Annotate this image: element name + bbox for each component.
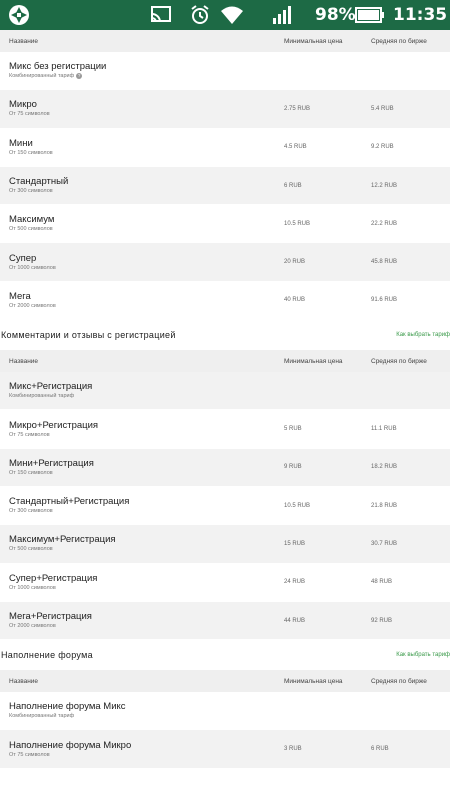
avg-price: 18.2 RUB	[371, 464, 398, 471]
tariff-subtitle: От 300 символов	[9, 508, 53, 515]
info-icon[interactable]: ?	[77, 72, 81, 78]
table-row[interactable]	[0, 692, 450, 730]
min-price: 15 RUB	[284, 540, 306, 547]
section-title: Наполнение форума	[1, 650, 93, 661]
column-name-header: Название	[9, 357, 39, 365]
tariff-subtitle: От 75 символов	[9, 751, 50, 758]
tariff-name: Наполнение форума Микс	[9, 701, 126, 713]
min-price: 3 RUB	[284, 746, 302, 753]
avg-price: 9.2 RUB	[371, 144, 394, 151]
tariff-subtitle: Комбинированный тариф	[9, 393, 75, 400]
table-row[interactable]	[0, 282, 450, 320]
battery-icon	[355, 5, 385, 25]
tariff-name: Стандартный+Регистрация	[9, 496, 130, 508]
min-price: 9 RUB	[284, 464, 302, 471]
tariff-name: Мини+Регистрация	[9, 457, 94, 469]
table-header	[0, 670, 450, 692]
table-row[interactable]	[0, 525, 450, 563]
tariff-subtitle: От 2000 символов	[9, 302, 56, 309]
min-price: 4.5 RUB	[284, 144, 307, 151]
tariff-name: Микс без регистрации	[9, 61, 107, 73]
min-price: 5 RUB	[284, 426, 302, 433]
clock-time: 11:35	[393, 5, 448, 25]
section-header	[0, 320, 450, 350]
avg-price: 11.1 RUB	[371, 426, 397, 433]
tariff-name: Супер	[9, 252, 37, 264]
tariff-subtitle: От 150 символов	[9, 469, 53, 476]
alarm-icon	[189, 5, 211, 25]
avg-price: 91.6 RUB	[371, 297, 398, 304]
tariff-subtitle: От 2000 символов	[9, 623, 56, 629]
min-price: 40 RUB	[284, 297, 306, 304]
min-price: 44 RUB	[284, 617, 306, 624]
battery-percent: 98%	[315, 5, 356, 25]
table-header	[0, 350, 450, 372]
tariff-subtitle: От 500 символов	[9, 546, 53, 553]
how-to-choose-tariff-link[interactable]: Как выбрать тариф	[396, 332, 450, 339]
wifi-icon	[220, 5, 244, 25]
avg-price: 21.8 RUB	[371, 502, 398, 509]
column-min-price-header: Минимальная цена	[284, 357, 343, 365]
tariff-name: Максимум	[9, 214, 55, 226]
tariff-subtitle: От 1000 символов	[9, 584, 56, 591]
tariff-name: Супер+Регистрация	[9, 572, 98, 584]
section-title: Комментарии и отзывы с регистрацией	[1, 330, 176, 341]
avg-price: 48 RUB	[371, 579, 393, 586]
table-row[interactable]	[0, 487, 450, 525]
tariff-subtitle: Комбинированный тариф ?	[9, 72, 81, 80]
min-price: 2.75 RUB	[284, 105, 311, 112]
column-name-header: Название	[9, 37, 39, 45]
tariff-name: Микро+Регистрация	[9, 419, 99, 431]
tariff-name: Мега+Регистрация	[9, 611, 92, 622]
min-price: 24 RUB	[284, 579, 306, 586]
tariff-subtitle: От 300 символов	[9, 188, 53, 195]
tariff-name: Микро	[9, 99, 37, 111]
table-row[interactable]	[0, 602, 450, 640]
column-avg-price-header: Средняя по бирже	[371, 357, 427, 365]
avg-price: 22.2 RUB	[371, 220, 398, 227]
avg-price: 6 RUB	[371, 746, 389, 753]
table-row[interactable]	[0, 564, 450, 602]
column-avg-price-header: Средняя по бирже	[371, 677, 427, 685]
avg-price: 92 RUB	[371, 617, 393, 624]
table-row[interactable]	[0, 769, 450, 800]
table-row[interactable]	[0, 167, 450, 205]
avg-price: 12.2 RUB	[371, 182, 398, 189]
tariff-name: Мини	[9, 137, 33, 149]
avg-price: 45.8 RUB	[371, 259, 398, 266]
table-row[interactable]	[0, 730, 450, 768]
tariff-name: Максимум+Регистрация	[9, 534, 116, 546]
table-row[interactable]	[0, 449, 450, 487]
column-min-price-header: Минимальная цена	[284, 677, 343, 685]
section-header	[0, 640, 450, 670]
tariff-name: Стандартный	[9, 176, 69, 188]
tariff-subtitle: От 1000 символов	[9, 264, 56, 271]
tariff-name: Мега	[9, 290, 31, 302]
signal-icon	[271, 5, 293, 25]
avg-price: 30.7 RUB	[371, 540, 398, 547]
column-name-header: Название	[9, 677, 39, 685]
column-avg-price-header: Средняя по бирже	[371, 37, 427, 45]
how-to-choose-tariff-link[interactable]: Как выбрать тариф	[396, 652, 450, 659]
avg-price: 5.4 RUB	[371, 105, 394, 112]
table-row[interactable]	[0, 410, 450, 448]
tariff-name: Наполнение форума Микро	[9, 739, 132, 751]
tariff-subtitle: От 500 символов	[9, 226, 53, 233]
table-row[interactable]	[0, 52, 450, 90]
tariff-subtitle: От 150 символов	[9, 149, 53, 156]
table-row[interactable]	[0, 129, 450, 167]
min-price: 10.5 RUB	[284, 502, 311, 509]
min-price: 10.5 RUB	[284, 220, 311, 227]
column-min-price-header: Минимальная цена	[284, 37, 343, 45]
table-row[interactable]	[0, 372, 450, 410]
table-row[interactable]	[0, 243, 450, 281]
tariff-subtitle: От 75 символов	[9, 431, 50, 438]
min-price: 6 RUB	[284, 182, 302, 189]
tariff-subtitle: Комбинированный тариф	[9, 713, 75, 720]
tariff-page	[0, 30, 450, 800]
status-bar	[0, 0, 450, 30]
tariff-name: Микс+Регистрация	[9, 381, 93, 393]
tariff-subtitle: От 75 символов	[9, 111, 50, 118]
table-row[interactable]	[0, 205, 450, 243]
table-row[interactable]	[0, 90, 450, 128]
cast-icon	[150, 5, 172, 25]
min-price: 20 RUB	[284, 259, 306, 266]
table-header	[0, 30, 450, 52]
app-icon	[8, 4, 30, 26]
